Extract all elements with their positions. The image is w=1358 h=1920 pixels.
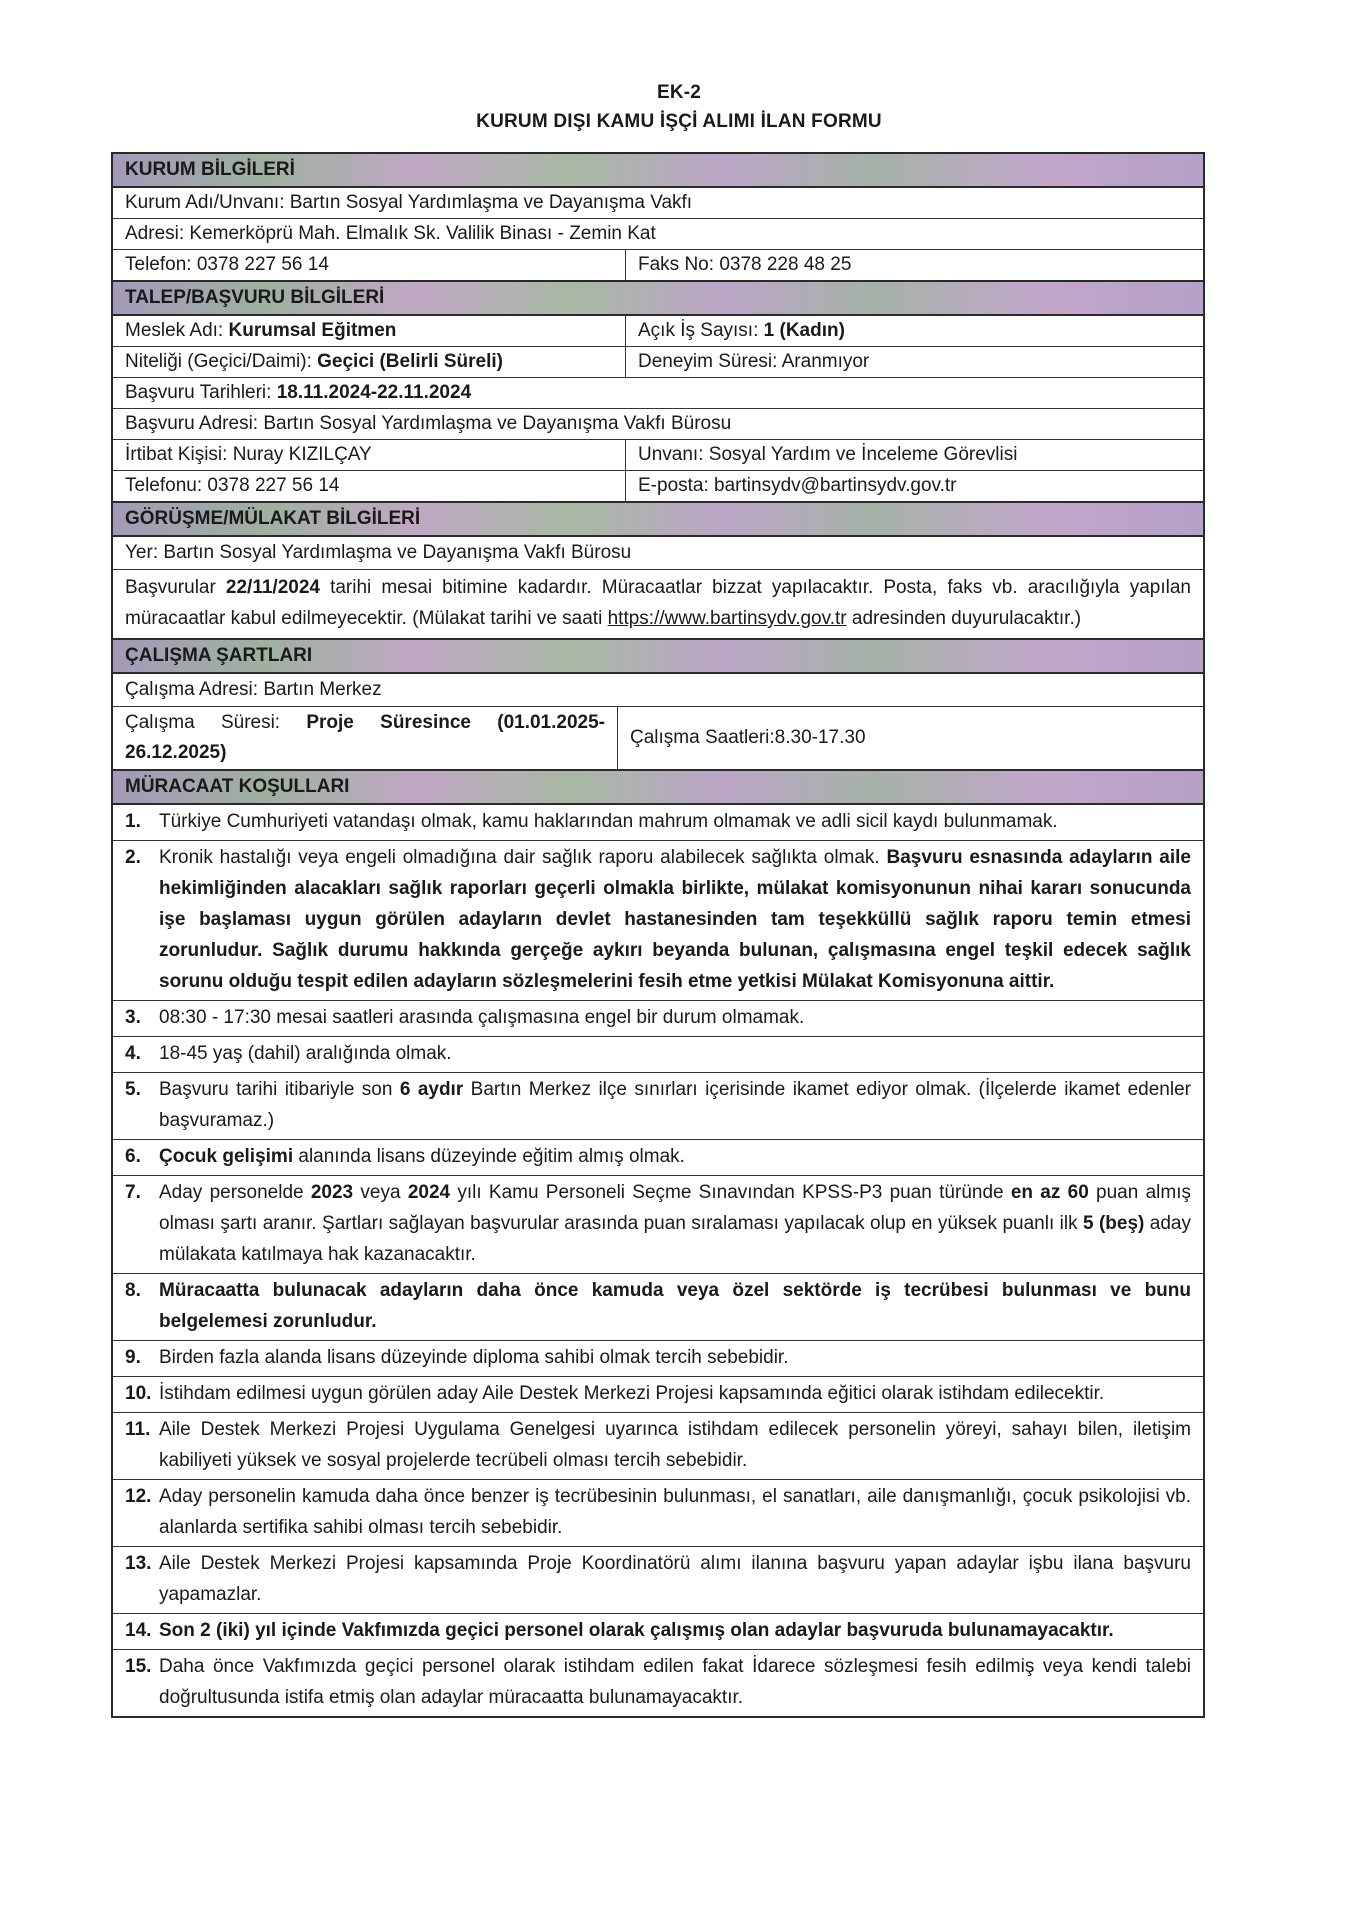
application-address-value: Bartın Sosyal Yardımlaşma ve Dayanışma Vakfı Bürosu [263,413,732,434]
occupation-value: Kurumsal Eğitmen [228,320,397,341]
interview-place-value: Bartın Sosyal Yardımlaşma ve Dayanışma Vakfı Bürosu [163,542,632,563]
application-dates-label: Başvuru Tarihleri: [125,382,277,403]
contact-phone-label: Telefonu: [125,475,208,496]
phone-label: Telefon: [125,254,197,275]
notice-deadline: 22/11/2024 [225,577,320,598]
annex-label: EK-2 [656,82,702,103]
contact-value: Nuray KIZILÇAY [232,444,372,465]
nature-row [113,347,1203,378]
interview-notice-row [113,570,1203,640]
requirement-text-bold: 5 (beş) [1083,1213,1145,1234]
requirement-text-part: Aile Destek Merkezi Projesi Uygulama Genelgesi uyarınca istihdam edilecek personelin yöreyi, sahayı bilen, iletişim kabiliyeti yüksek ve sosyal projelerde tecrübeli olması tercih sebebidir. [159,1419,1191,1471]
section-header-institution: KURUM BİLGİLERİ [113,154,1203,188]
requirement-text [159,1651,1191,1713]
contact-label: İrtibat Kişisi: [125,444,233,465]
requirement-number: 12. [125,1486,152,1507]
application-dates-row [113,378,1203,409]
requirement-text [159,1342,1191,1373]
requirement-item [113,805,1203,841]
requirement-number: 14. [125,1620,152,1641]
experience-value: Aranmıyor [781,351,870,372]
experience-label: Deneyim Süresi: [638,351,782,372]
work-duration-value: Proje Süresince (01.01.2025-26.12.2025) [125,712,605,763]
notice-text-start: Başvurular [125,577,226,598]
requirement-number: 11. [125,1419,151,1440]
nature-value: Geçici (Belirli Süreli) [317,351,503,372]
requirement-text-part: Aile Destek Merkezi Projesi kapsamında Proje Koordinatörü alımı ilanına başvuru yapan adaylar işbu ilana başvuru yapamazlar. [159,1553,1191,1605]
work-address-value: Bartın Merkez [263,679,382,700]
notice-text-middle: tarihi mesai bitimine kadardır. Müracaatlar bizzat yapılacaktır. Posta, faks vb. aracılığıyla yapılan müracaatlar kabul edilmeyecektir. (Mülakat tarihi ve saati [125,577,1191,629]
requirement-text-part: Aday personelin kamuda daha önce benzer iş tecrübesinin bulunması, el sanatları, aile danışmanlığı, çocuk psikolojisi vb. alanlarda sertifika sahibi olması tercih sebebidir. [159,1486,1191,1538]
openings-value: 1 (Kadın) [763,320,845,341]
requirement-text-part: veya [353,1182,408,1203]
requirement-number: 13. [125,1553,152,1574]
contact-row [113,440,1203,471]
requirement-item [113,1073,1203,1140]
requirement-item [113,1140,1203,1176]
institution-name-label: Kurum Adı/Unvanı: [125,192,290,213]
interview-place-label: Yer: [125,542,164,563]
requirement-item [113,841,1203,1001]
requirement-text [159,1038,1191,1069]
fax-label: Faks No: [638,254,720,275]
requirement-number: 1. [125,811,141,832]
phone-value: 0378 227 56 14 [196,254,329,275]
email-value[interactable]: bartinsydv@bartinsydv.gov.tr [714,475,957,496]
requirement-text-part: aday mülakata katılmaya hak kazanacaktır. [159,1213,1191,1265]
requirement-item [113,1650,1203,1716]
requirement-text-bold: Başvuru esnasında adayların aile hekimliğinden alacakları sağlık raporları geçerli olmakla birlikte, mülakat komisyonunun nihai kararı sonucunda işe başlaması uygun görülen adayların devlet hastanesinden tam teşekküllü sağlık raporu temin etmesi zorunludur. Sağlık durumu hakkında gerçeğe aykırı beyanda bulunan, çalışmasına engel teşkil edecek sağlık sorunu olduğu tespit edilen adayların sözleşmelerini fesih etme yetkisi Mülakat Komisyonuna aittir. [159,847,1191,992]
requirement-number: 15. [125,1656,152,1677]
requirement-item [113,1341,1203,1377]
requirement-item [113,1001,1203,1037]
institution-phone-fax-row [113,250,1203,282]
requirement-item [113,1547,1203,1614]
requirement-number: 10. [125,1383,152,1404]
nature-label: Niteliği (Geçici/Daimi): [125,351,318,372]
institution-address-value: Kemerköprü Mah. Elmalık Sk. Valilik Binası - Zemin Kat [189,223,656,244]
requirement-text-bold: Müracaatta bulunacak adayların daha önce kamuda veya özel sektörde iş tecrübesi bulunması ve bunu belgelemesi zorunludur. [159,1280,1191,1332]
openings-label: Açık İş Sayısı: [638,320,764,341]
requirement-number: 5. [125,1079,141,1100]
email-label: E-posta: [638,475,715,496]
work-address-row [113,674,1203,707]
institution-address-label: Adresi: [125,223,190,244]
institution-name-value: Bartın Sosyal Yardımlaşma ve Dayanışma Vakfı [289,192,693,213]
notice-text-end: adresinden duyurulacaktır.) [846,608,1082,629]
requirement-text-part: alanında lisans düzeyinde eğitim almış olmak. [293,1146,685,1167]
requirement-item [113,1614,1203,1650]
requirement-text [159,1615,1191,1646]
requirement-text-bold: 2024 [407,1182,451,1203]
occupation-label: Meslek Adı: [125,320,229,341]
requirement-text [159,1074,1191,1136]
requirement-text-part: Daha önce Vakfımızda geçici personel olarak istihdam edilen fakat İdarece sözleşmesi fesih edilmiş veya kendi talebi doğrultusunda istifa etmiş olan adaylar müracaatta bulunamayacaktır. [159,1656,1191,1708]
contact-title-value: Sosyal Yardım ve İnceleme Görevlisi [708,444,1018,465]
requirement-text-part: İstihdam edilmesi uygun görülen aday Aile Destek Merkezi Projesi kapsamında eğitici olarak istihdam edilecektir. [159,1383,1105,1404]
requirement-item [113,1480,1203,1547]
section-header-application: TALEP/BAŞVURU BİLGİLERİ [113,282,1203,316]
requirement-text-part: yılı Kamu Personeli Seçme Sınavından KPSS-P3 puan türünde [450,1182,1011,1203]
requirement-text-part: Bartın Merkez ilçe sınırları içerisinde ikamet ediyor olmak. (İlçelerde ikamet edenler başvuramaz.) [159,1079,1191,1131]
requirement-text [159,1141,1191,1172]
work-duration-label: Çalışma Süresi: [125,712,307,733]
requirement-text-part: Kronik hastalığı veya engeli olmadığına dair sağlık raporu alabilecek sağlıkta olmak. [159,847,887,868]
requirement-number: 4. [125,1043,141,1064]
page-title: KURUM DIŞI KAMU İŞÇİ ALIMI İLAN FORMU [476,111,882,132]
requirement-item [113,1037,1203,1073]
requirement-number: 2. [125,847,141,868]
requirement-number: 9. [125,1347,141,1368]
institution-name-row [113,188,1203,219]
requirement-text [159,1177,1191,1270]
requirement-text-bold: Son 2 (iki) yıl içinde Vakfımızda geçici personel olarak çalışmış olan adaylar başvuruda bulunamayacaktır. [159,1620,1114,1641]
requirement-text [159,1548,1191,1610]
requirement-text [159,806,1191,837]
requirement-text [159,1275,1191,1337]
requirement-text [159,1481,1191,1543]
contact-title-label: Unvanı: [638,444,709,465]
contact-phone-value: 0378 227 56 14 [207,475,340,496]
requirement-item [113,1377,1203,1413]
work-hours-label: Çalışma Saatleri: [630,727,775,748]
requirement-item [113,1274,1203,1341]
institution-address-row [113,219,1203,250]
application-address-label: Başvuru Adresi: [125,413,264,434]
website-link[interactable]: https://www.bartinsydv.gov.tr [607,608,847,629]
work-duration-hours-row [113,707,1203,771]
requirements-list [113,805,1203,1716]
application-address-row [113,409,1203,440]
requirement-text-part: 18-45 yaş (dahil) aralığında olmak. [159,1043,452,1064]
requirement-text-bold: en az 60 [1010,1182,1089,1203]
requirement-text-part: puan almış olması şartı aranır. Şartları sağlayan başvurular arasında puan sıralaması yapılacak olup en yüksek puanlı ilk [159,1182,1191,1234]
announcement-form-table [111,152,1205,1718]
fax-value: 0378 228 48 25 [719,254,852,275]
requirement-text [159,1414,1191,1476]
contact-phone-email-row [113,471,1203,503]
requirement-item [113,1413,1203,1480]
application-dates-value: 18.11.2024-22.11.2024 [276,382,472,403]
requirement-text-part: Türkiye Cumhuriyeti vatandaşı olmak, kamu haklarından mahrum olmamak ve adli sicil kaydı bulunmamak. [159,811,1058,832]
section-header-requirements: MÜRACAAT KOŞULLARI [113,771,1203,805]
requirement-number: 7. [125,1182,141,1203]
requirement-text-part: Başvuru tarihi itibariyle son [159,1079,400,1100]
section-header-interview: GÖRÜŞME/MÜLAKAT BİLGİLERİ [113,503,1203,537]
section-header-working-conditions: ÇALIŞMA ŞARTLARI [113,640,1203,674]
requirement-text-bold: Çocuk gelişimi [159,1146,294,1167]
requirement-item [113,1176,1203,1274]
work-hours-value: 8.30-17.30 [774,727,866,748]
requirement-text-bold: 2023 [310,1182,354,1203]
requirement-text [159,1002,1191,1033]
requirement-text [159,842,1191,997]
interview-place-row [113,537,1203,570]
requirement-number: 3. [125,1007,141,1028]
occupation-row [113,316,1203,347]
requirement-number: 6. [125,1146,141,1167]
requirement-text-part: Birden fazla alanda lisans düzeyinde diploma sahibi olmak tercih sebebidir. [159,1347,789,1368]
requirement-text [159,1378,1191,1409]
interview-notice [113,570,1203,638]
work-address-label: Çalışma Adresi: [125,679,264,700]
requirement-text-part: 08:30 - 17:30 mesai saatleri arasında çalışmasına engel bir durum olmamak. [159,1007,805,1028]
requirement-text-bold: 6 aydır [399,1079,464,1100]
requirement-text-part: Aday personelde [159,1182,311,1203]
requirement-number: 8. [125,1280,141,1301]
